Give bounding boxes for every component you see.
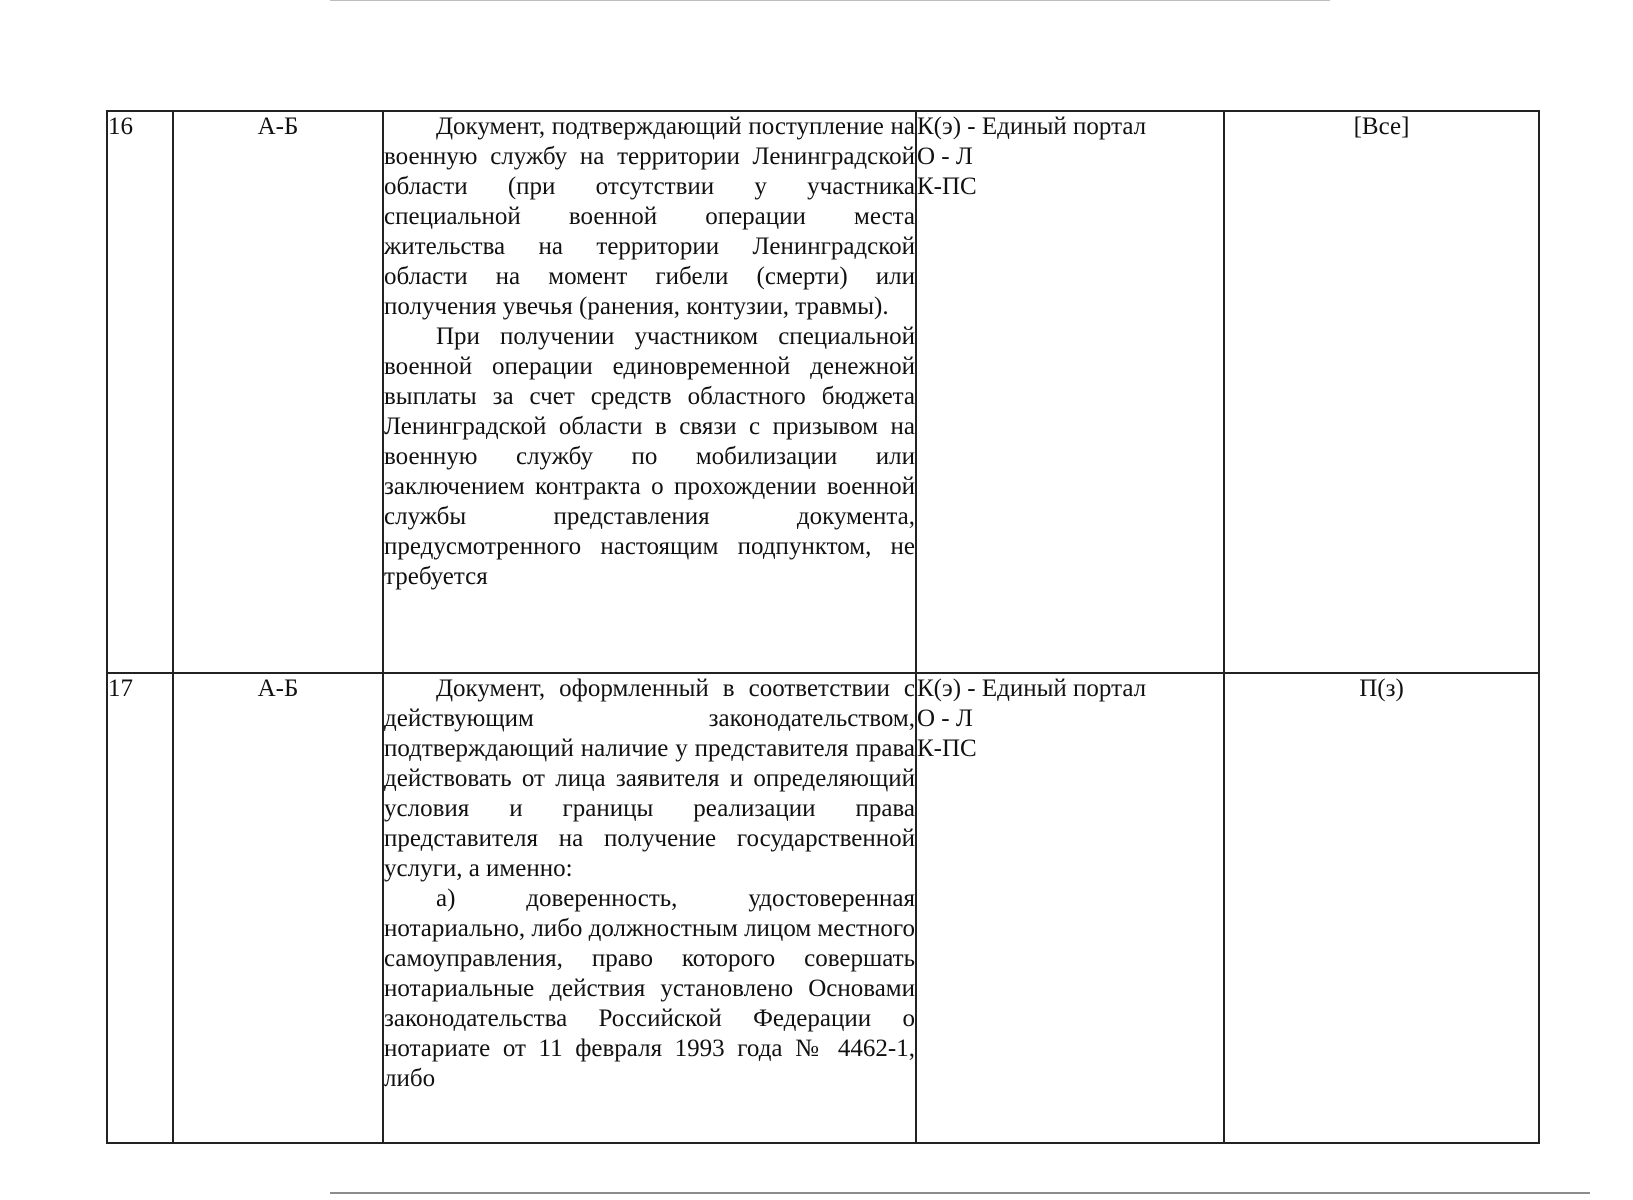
submission-form-item: К(э) - Единый портал <box>917 675 1147 702</box>
row-number: 16 <box>107 111 173 673</box>
row-category: А-Б <box>173 111 383 673</box>
submission-form-item: О - Л <box>917 143 973 170</box>
submission-form-item: О - Л <box>917 705 973 732</box>
submission-forms <box>916 111 1224 673</box>
document-description <box>383 111 916 673</box>
applicant-category: П(з) <box>1224 673 1539 1143</box>
submission-form-item: К-ПС <box>917 173 977 200</box>
document-paragraph: а) доверенность, удостоверенная нотариально, либо должностным лицом местного самоуправления, право которого совершать нотариальные действия установлено Основами законодательства Российской Федерации о нотариате от 11 февраля 1993 года № 4462-1, либо <box>384 885 915 1092</box>
scan-edge-top <box>330 0 1330 1</box>
document-paragraph: Документ, подтверждающий поступление на военную службу на территории Ленинградской области (при отсутствии у участника специальной военной операции места жительства на территории Ленинградской области на момент гибели (смерти) или получения увечья (ранения, контузии, травмы). <box>384 113 915 320</box>
row-category: А-Б <box>173 673 383 1143</box>
document-description <box>383 673 916 1143</box>
submission-form-item: К(э) - Единый портал <box>917 113 1147 140</box>
document-requirements-table <box>106 110 1540 1144</box>
table-row <box>107 111 1539 673</box>
row-number: 17 <box>107 673 173 1143</box>
document-paragraph: При получении участником специальной военной операции единовременной денежной выплаты за счет средств областного бюджета Ленинградской области в связи с призывом на военную службу по мобилизации или заключением контракта о прохождении военной службы представления документа, предусмотренного настоящим подпунктом, не требуется <box>384 323 915 590</box>
scan-edge-bottom <box>330 1192 1590 1194</box>
document-paragraph: Документ, оформленный в соответствии с действующим законодательством, подтверждающий наличие у представителя права действовать от лица заявителя и определяющий условия и границы реализации права представителя на получение государственной услуги, а именно: <box>384 675 915 882</box>
applicant-category: [Все] <box>1224 111 1539 673</box>
submission-forms <box>916 673 1224 1143</box>
table-row <box>107 673 1539 1143</box>
submission-form-item: К-ПС <box>917 735 977 762</box>
